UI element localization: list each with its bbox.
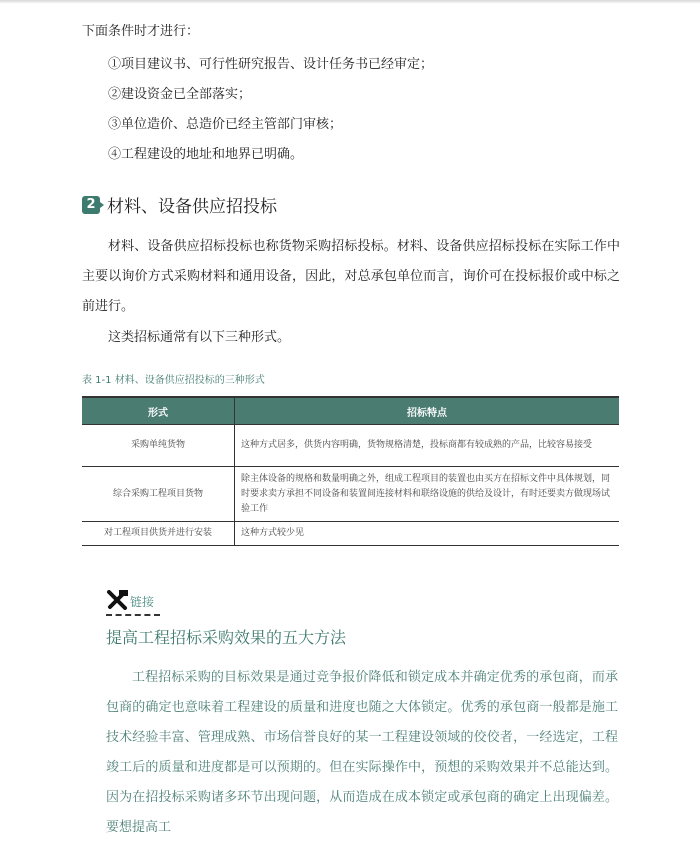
forms-table	[82, 396, 619, 546]
table-row	[82, 425, 619, 467]
section-title: 材料、设备供应招投标	[107, 197, 277, 217]
link-label: 链接	[130, 595, 155, 609]
table-header-cell: 招标特点	[235, 397, 620, 425]
table-cell-feature: 这种方式较少见	[235, 522, 620, 546]
link-paragraph: 工程招标采购的目标效果是通过竞争报价降低和锁定成本并确定优秀的承包商，而承包商的确定也意味着工程建设的质量和进度也随之大体锁定。优秀的承包商一般都是施工技术经验丰富、管理成熟、市场信誉良好的某一工程建设领域的佼佼者，一经选定，工程竣工后的质量和进度都是可以预期的。但在实际操作中，预想的采购效果并不总能达到。因为在招投标采购诸多环节出现问题，从而造成在成本锁定或承包商的确定上出现偏差。要想提高工	[106, 670, 618, 835]
table-cell-feature: 这种方式居多，供货内容明确，货物规格清楚，投标商都有较成熟的产品，比较容易接受	[235, 425, 620, 467]
tools-icon	[106, 590, 128, 610]
table-cell-form: 综合采购工程项目货物	[82, 467, 235, 522]
section-heading	[82, 192, 277, 217]
link-box-header	[106, 590, 154, 610]
table-caption: 表 1-1 材料、设备供应招投标的三种形式	[82, 375, 265, 386]
link-title: 提高工程招标采购效果的五大方法	[106, 628, 347, 647]
table-cell-form: 采购单纯货物	[82, 425, 235, 467]
page-top-edge	[0, 0, 700, 3]
table-row	[82, 467, 619, 522]
condition-item: ②建设资金已全部落实；	[108, 87, 252, 102]
section-paragraph: 这类招标通常有以下三种形式。	[108, 330, 291, 345]
chain-divider	[106, 614, 160, 620]
condition-item: ③单位造价、总造价已经主管部门审核；	[108, 117, 343, 132]
table-cell-form: 对工程项目供货并进行安装	[82, 522, 235, 546]
table-row	[82, 522, 619, 546]
condition-item: ④工程建设的地址和地界已明确。	[108, 147, 304, 162]
table-header-cell: 形式	[82, 397, 235, 425]
section-paragraph: 材料、设备供应招标投标也称货物采购招标投标。材料、设备供应招标投标在实际工作中主要以询价方式采购材料和通用设备，因此，对总承包单位而言，询价可在投标报价或中标之前进行。	[82, 239, 620, 314]
conditions-intro: 下面条件时才进行：	[82, 24, 200, 39]
table-cell-feature: 除主体设备的规格和数量明确之外，组成工程项目的装置也由买方在招标文件中具体规划，同时要求卖方承担不同设备和装置间连接材料和联络设施的供给及设计，有时还要卖方做现场试验工作	[235, 467, 620, 522]
condition-item: ①项目建议书、可行性研究报告、设计任务书已经审定；	[108, 57, 434, 72]
section-number-badge: 2	[82, 196, 100, 214]
table-header-row	[82, 397, 619, 425]
